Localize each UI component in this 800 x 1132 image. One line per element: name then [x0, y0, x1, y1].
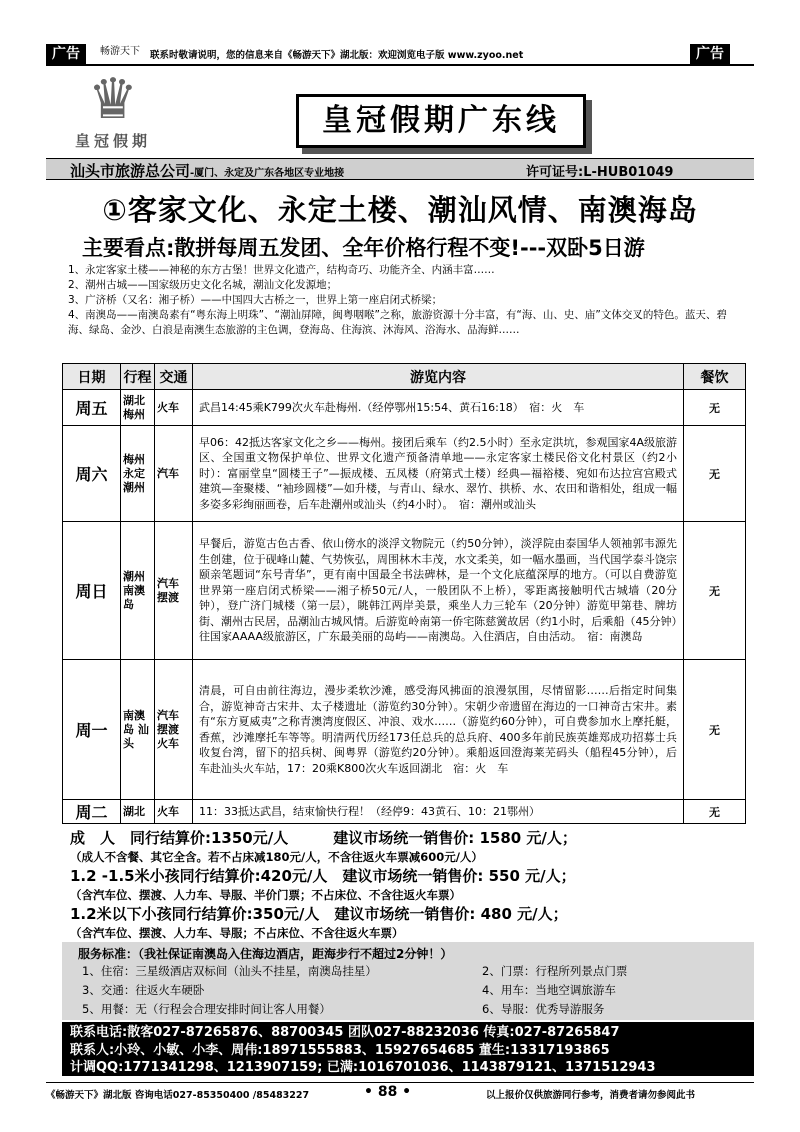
service-standards	[62, 942, 754, 1020]
header-transport: 交通	[155, 364, 193, 390]
row-city: 南澳 岛 汕头	[121, 660, 155, 800]
row-transport: 火车	[155, 390, 193, 426]
row-city: 潮州 南澳 岛	[121, 522, 155, 660]
table-row	[63, 390, 746, 426]
table-row	[63, 426, 746, 522]
price-adult-note: （成人不含餐、其它全含。若不占床减180元/人，不含往返火车票减600元/人）	[70, 850, 483, 864]
company-subtitle: -厦门、永定及广东各地区专业地接	[190, 168, 345, 179]
brand-name: 皇冠假期	[74, 132, 151, 150]
headline: ①客家文化、永定土楼、潮汕风情、南澳海岛	[102, 193, 698, 227]
header-date: 日期	[63, 364, 121, 390]
row-meal: 无	[684, 390, 746, 426]
row-content: 武昌14:45乘K799次火车赴梅州.（经停鄂州15:54、黄石16:18） 宿：火 车	[193, 390, 684, 426]
ad-label-right: 广告	[690, 44, 730, 64]
row-day: 周六	[63, 426, 121, 522]
row-day: 周五	[63, 390, 121, 426]
highlight-points	[68, 263, 728, 338]
service-title: 服务标准：（我社保证南澳岛入住海边酒店，距海步行不超过2分钟！）	[78, 947, 453, 961]
row-city: 湖北 梅州	[121, 390, 155, 426]
row-content: 11：33抵达武昌，结束愉快行程！（经停9：43黄石、10：21鄂州）	[193, 800, 684, 824]
point-item: 4、南澳岛——南澳岛素有“粤东海上明珠”、“潮汕屏障，闽粤咽喉”之称，旅游资源十分丰富，有“海、山、史、庙”文体交叉的特色。蓝天、碧海、绿岛、金沙、白浪是南澳生态旅游的主色调，登海岛、住海滨、沐海风、浴海水、品海鲜……	[68, 309, 727, 336]
table-row	[63, 800, 746, 824]
row-content: 早餐后，游览古色古香、依山傍水的淡浮文物院元（约50分钟），淡浮院由泰国华人领袖郭韦源先生创建，位于砚峰山麓、气势恢弘，周围林木丰茂，水文柔美，如一幅水墨画，当代国学泰斗饶宗颐亲笔题词“东号青华”，更有南中国最全书法碑林，是一个文化底蕴深厚的地方。（可以自费游览世界第一座启闭式桥梁——湘子桥50元/人，一般团队不上桥），零距离接触明代古城墙（20分钟），登广济门城楼（第一层），眺韩江两岸美景，乘坐人力三轮车（20分钟）游览甲第巷、牌坊街、潮州古民居，品潮汕古城风情。后游览岭南第一侨宅陈慈黉故居（约1小时，后乘船（45分钟）往国家AAAA级旅游区，广东最美丽的岛屿——南澳岛。入住酒店，自由活动。 宿：南澳岛	[193, 522, 684, 660]
divider	[46, 64, 754, 66]
row-meal: 无	[684, 800, 746, 824]
row-transport: 汽车 摆渡 火车	[155, 660, 193, 800]
contact-qq: 计调QQ:1771341298、1213907159; 已满:1016701036、1143879121、1371512943	[70, 1060, 656, 1075]
brand-logo	[58, 67, 168, 150]
service-item: 5、用餐：无（行程会合理安排时间让客人用餐）	[82, 1002, 331, 1016]
row-city: 湖北	[121, 800, 155, 824]
contact-people: 联系人:小玲、小敏、小李、周伟:18971555883、15927654685 董生:13317193865	[70, 1042, 610, 1058]
row-meal: 无	[684, 522, 746, 660]
service-item: 3、交通：往返火车硬卧	[82, 983, 205, 997]
company-bar	[46, 158, 754, 180]
company-name: 汕头市旅游总公司	[70, 162, 191, 180]
subhead: 主要看点:散拼每周五发团、全年价格行程不变!---双卧5日游	[82, 236, 645, 260]
banner-title: 皇冠假期广东线	[296, 94, 586, 148]
row-city: 梅州 永定 潮州	[121, 426, 155, 522]
footer-right: 以上报价仅供旅游同行参考，消费者请勿参阅此书	[486, 1090, 696, 1101]
itinerary-table	[62, 363, 746, 824]
row-meal: 无	[684, 660, 746, 800]
company-name-wrap	[70, 160, 344, 181]
row-content: 早06：42抵达客家文化之乡——梅州。接团后乘车（约2.5小时）至永定洪坑，参观国家4A级旅游区、全国重文物保护单位、世界文化遗产预备清单地——永定客家土楼民俗文化村景区（约2小时）：富丽堂皇“圆楼王子”—振成楼、五凤楼（府第式土楼）经典—福裕楼、宛如布达拉宫宫殿式建筑—奎聚楼、“袖珍圆楼”—如升楼，与青山、绿水、翠竹、拱桥、水、农田和谐相处，组成一幅多姿多彩绚丽画卷，后车赴潮州或汕头（约4小时）。 宿：潮州或汕头	[193, 426, 684, 522]
row-transport: 汽车	[155, 426, 193, 522]
header-meal: 餐饮	[684, 364, 746, 390]
table-row	[63, 522, 746, 660]
row-content: 清晨，可自由前往海边，漫步柔软沙滩，感受海风拂面的浪漫氛围，尽情留影……后指定时间集合，游览神奇古宋井、太子楼遗址（游览约30分钟）。宋朝少帝遗留在海边的一口神奇古宋井。素有“东方夏威夷”之称青澳湾度假区、冲浪、戏水……（游览约60分钟），可自费参加水上摩托艇，香蕉，沙滩摩托车等等。明清两代历经173任总兵的总兵府、400多年前民族英雄郑成功招募士兵收复台湾，留下的招兵树、闽粤界（游览约20分钟）。乘船返回澄海莱芜码头（船程45分钟），后车赴汕头火车站，17：20乘K800次火车返回湖北 宿：火 车	[193, 660, 684, 800]
license-number: 许可证号:L-HUB01049	[526, 165, 674, 180]
table-row	[63, 660, 746, 800]
service-item: 2、门票：行程所列景点门票	[482, 964, 628, 978]
header-content: 游览内容	[193, 364, 684, 390]
table-header-row	[63, 364, 746, 390]
row-transport: 汽车 摆渡	[155, 522, 193, 660]
footer	[46, 1082, 754, 1101]
price-child-tall: 1.2 -1.5米小孩同行结算价:420元/人 建议市场统一销售价: 550 元/人；	[70, 867, 576, 885]
crown-icon: ♛	[87, 67, 139, 132]
price-section	[70, 828, 750, 942]
page-number: • 88 •	[364, 1084, 412, 1100]
magazine-logo-icon: 畅游天下	[100, 46, 140, 57]
point-item: 3、广济桥（又名：湘子桥）——中国四大古桥之一，世界上第一座启闭式桥梁；	[68, 294, 443, 306]
service-item: 4、用车：当地空调旅游车	[482, 983, 616, 997]
header-route: 行程	[121, 364, 155, 390]
point-item: 1、永定客家土楼——神秘的东方古堡！世界文化遗产，结构奇巧、功能齐全、内涵丰富……	[68, 264, 495, 276]
row-meal: 无	[684, 426, 746, 522]
service-item: 1、住宿：三星级酒店双标间（汕头不挂星，南澳岛挂星）	[82, 964, 377, 978]
row-day: 周二	[63, 800, 121, 824]
ad-label-left: 广告	[46, 44, 86, 64]
footer-left: 《畅游天下》湖北版 咨询电话027-85350400 /85483227	[46, 1090, 310, 1101]
price-child-short: 1.2米以下小孩同行结算价:350元/人 建议市场统一销售价: 480 元/人；	[70, 905, 568, 923]
price-adult: 成 人 同行结算价:1350元/人 建议市场统一销售价: 1580 元/人；	[70, 829, 577, 847]
service-item: 6、导服：优秀导游服务	[482, 1002, 605, 1016]
row-day: 周一	[63, 660, 121, 800]
row-transport: 火车	[155, 800, 193, 824]
price-child-short-note: （含汽车位、摆渡、人力车、导服；不占床位、不含往返火车票）	[70, 926, 404, 940]
point-item: 2、潮州古城——国家级历史文化名城，潮汕文化发源地；	[68, 279, 338, 291]
contact-phones: 联系电话:散客027-87265876、88700345 团队027-88232036 传真:027-87265847	[70, 1025, 620, 1040]
price-child-tall-note: （含汽车位、摆渡、人力车、导服、半价门票；不占床位、不含往返火车票）	[70, 888, 461, 902]
top-notice: 联系时敬请说明，您的信息来自《畅游天下》湖北版：欢迎浏览电子版 www.zyoo.net	[150, 50, 524, 61]
contact-block	[62, 1022, 754, 1076]
row-day: 周日	[63, 522, 121, 660]
